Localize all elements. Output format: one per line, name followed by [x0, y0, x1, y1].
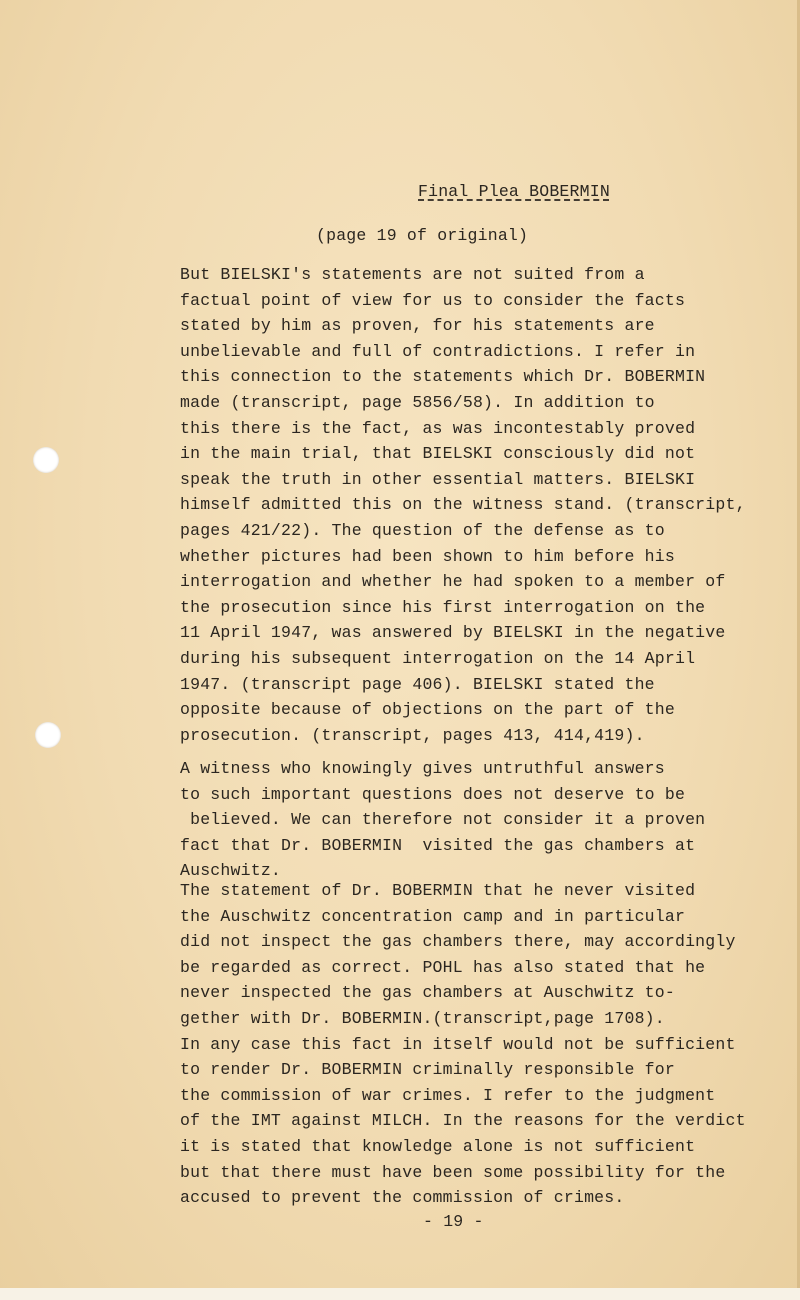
text-line: In any case this fact in itself would not be sufficient [180, 1034, 736, 1054]
text-line: stated by him as proven, for his statements are [180, 316, 655, 336]
text-line: accused to prevent the commission of crimes. [180, 1188, 625, 1208]
text-line: whether pictures had been shown to him before his [180, 546, 675, 566]
scan-edge [0, 1288, 800, 1300]
text-line: himself admitted this on the witness stand. (transcript, [180, 495, 746, 515]
text-line: 1947. (transcript page 406). BIELSKI stated the [180, 674, 655, 694]
text-line: made (transcript, page 5856/58). In addition to [180, 393, 655, 412]
text-line: 11 April 1947, was answered by BIELSKI in the negative [180, 623, 726, 643]
text-line: during his subsequent interrogation on the 14 April [180, 649, 696, 668]
document-title: Final Plea BOBERMIN [418, 182, 610, 201]
text-line: factual point of view for us to consider the facts [180, 290, 686, 310]
text-line: fact that Dr. BOBERMIN visited the gas chambers at [180, 835, 696, 855]
text-line: prosecution. (transcript, pages 413, 414,419). [180, 725, 645, 745]
text-line: to such important questions does not deserve to be [180, 784, 686, 804]
text-line: The statement of Dr. BOBERMIN that he never visited [180, 881, 696, 900]
text-line: be regarded as correct. POHL has also stated that he [180, 957, 706, 977]
text-line: it is stated that knowledge alone is not sufficient [180, 1137, 696, 1156]
text-line: A witness who knowingly gives untruthful answers [180, 759, 665, 778]
text-line: unbelievable and full of contradictions. I refer in [180, 341, 696, 361]
text-line: opposite because of objections on the part of the [180, 700, 675, 720]
document-subtitle: (page 19 of original) [316, 226, 529, 245]
text-line: Auschwitz. [180, 861, 282, 881]
text-line: interrogation and whether he had spoken to a member of [180, 572, 726, 592]
page-number: - 19 - [423, 1212, 484, 1231]
text-line: pages 421/22). The question of the defense as to [180, 521, 665, 540]
text-line: gether with Dr. BOBERMIN.(transcript,page 1708). [180, 1009, 665, 1028]
text-line: the commission of war crimes. I refer to the judgment [180, 1085, 716, 1105]
punch-hole-lower [35, 722, 61, 748]
text-line: this connection to the statements which Dr. BOBERMIN [180, 367, 706, 387]
text-line: believed. We can therefore not consider it a proven [180, 810, 706, 830]
text-line: did not inspect the gas chambers there, may accordingly [180, 932, 736, 952]
text-line: the Auschwitz concentration camp and in particular [180, 906, 686, 926]
text-line: never inspected the gas chambers at Auschwitz to- [180, 983, 675, 1003]
text-line: speak the truth in other essential matters. BIELSKI [180, 469, 696, 489]
text-line: in the main trial, that BIELSKI consciously did not [180, 444, 696, 464]
text-line: but that there must have been some possibility for the [180, 1162, 726, 1182]
text-line: of the IMT against MILCH. In the reasons for the verdict [180, 1111, 746, 1131]
text-line: the prosecution since his first interrogation on the [180, 597, 706, 617]
punch-hole-upper [33, 447, 59, 473]
text-line: to render Dr. BOBERMIN criminally responsible for [180, 1060, 675, 1080]
text-line: this there is the fact, as was incontestably proved [180, 418, 696, 438]
text-line: But BIELSKI's statements are not suited from a [180, 265, 645, 284]
